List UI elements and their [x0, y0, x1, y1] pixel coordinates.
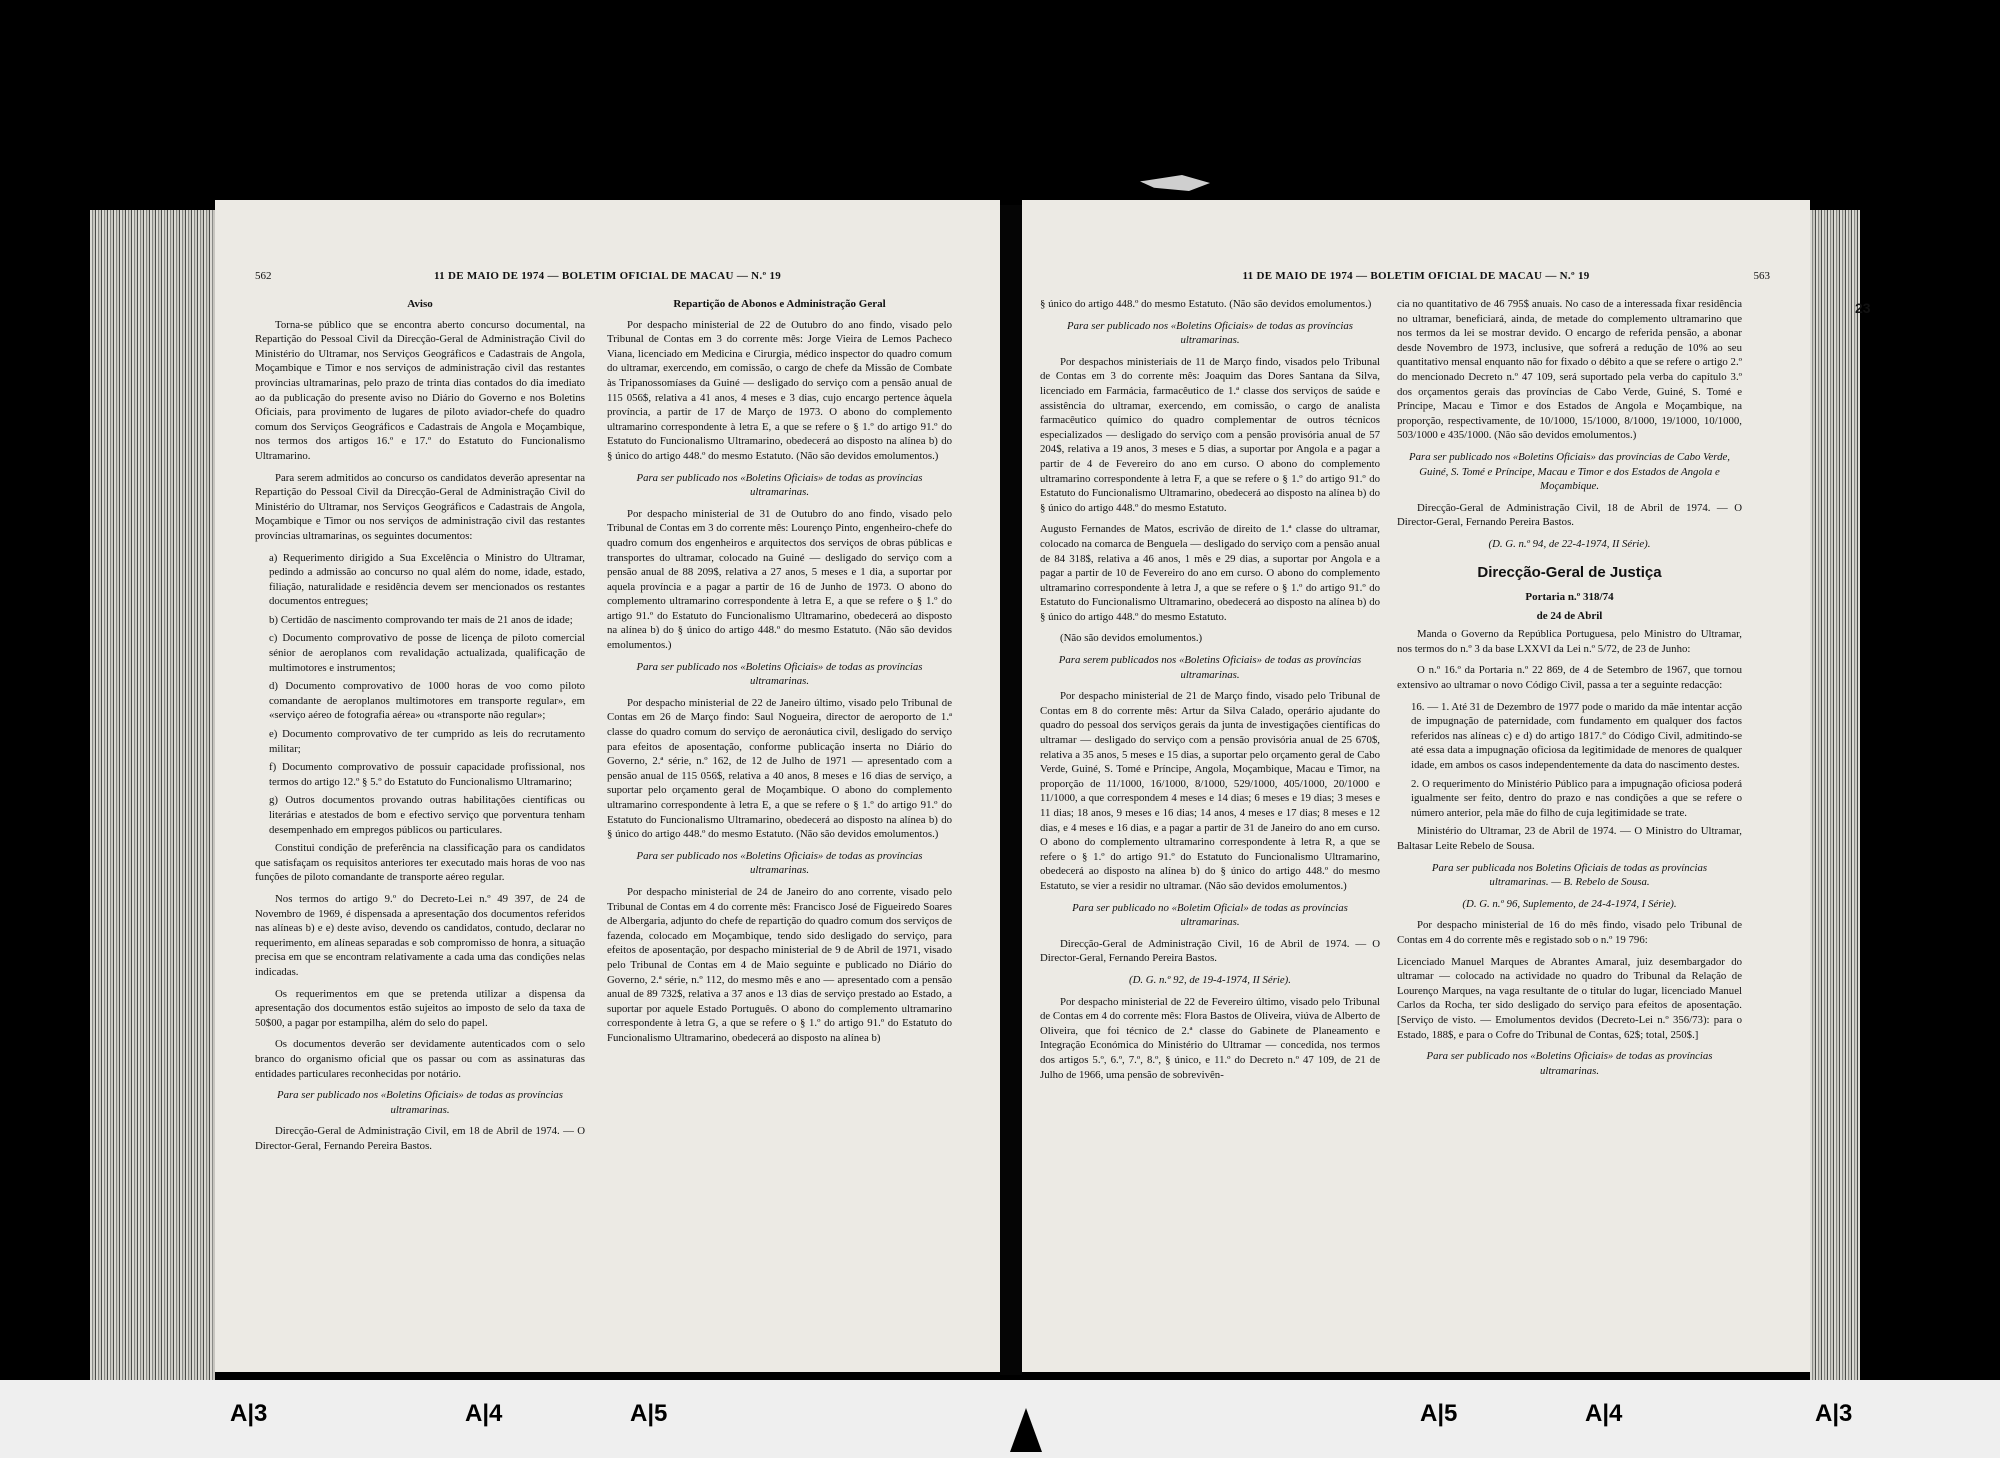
film-notch [1010, 1408, 1042, 1452]
running-header: 11 DE MAIO DE 1974 — BOLETIM OFICIAL DE MACAU — N.º 19 [1242, 270, 1590, 282]
paragraph: Augusto Fernandes de Matos, escrivão de direito de 1.ª classe do ultramar, colocado na comarca de Benguela — desligado do serviço com a pensão anual de 84 318$, relativa a 46 anos, 1 mês e 29 dias, a suportar por Angola e a pagar a partir de 10 de Fevereiro do ano em curso. O abono do complemento ultramarino correspondente à letra J, a que se refere o § 1.º do artigo 91.º do Estatuto do Funcionalismo Ultramarino, obedecerá ao disposto na alínea b) do § único do artigo 448.º do mesmo Estatuto. [1040, 523, 1380, 623]
paragraph: Os requerimentos em que se pretenda utilizar a dispensa da apresentação dos documentos estão sujeitos ao imposto de selo da taxa de 50$00, a pagar por estampilha, além do selo do papel. [255, 987, 585, 1029]
closing-signature: Ministério do Ultramar, 23 de Abril de 1974. — O Ministro do Ultramar, Baltasar Leite Rebelo de Sousa. [1397, 825, 1742, 852]
page-number: 562 [255, 270, 272, 282]
publication-note: Para ser publicado nos «Boletins Oficiais» de todas as províncias ultramarinas. [1066, 319, 1353, 347]
closing-signature: Direcção-Geral de Administração Civil, 18 de Abril de 1974. — O Director-Geral, Fernando Pereira Bastos. [1397, 501, 1742, 529]
frame-mark: A|4 [1585, 1400, 1623, 1427]
right-page [1022, 200, 1810, 1372]
left-page [215, 200, 1000, 1372]
closing-signature: Direcção-Geral de Administração Civil, 16 de Abril de 1974. — O Director-Geral, Fernando Pereira Bastos. [1040, 937, 1380, 965]
left-column-2 [607, 297, 952, 1053]
frame-mark: A|4 [465, 1400, 503, 1427]
paragraph: § único do artigo 448.º do mesmo Estatuto. (Não são devidos emolumentos.) [1040, 298, 1372, 310]
right-page-edges [1810, 210, 1860, 1380]
left-page-edges [90, 210, 215, 1380]
frame-mark: A|5 [630, 1400, 668, 1427]
film-strip [0, 1380, 2000, 1458]
section-title: Aviso [407, 298, 433, 310]
paragraph: cia no quantitativo de 46 795$ anuais. No caso de a interessada fixar residência no ultramar, beneficiará, ainda, de metade do complemento ultramarino que nos termos da lei se mostrar devido. O encargo de referida pensão, a abonar desde Novembro de 1973, inclusive, que sofrerá a redução de 10% ao seu quantitativo mensal enquanto não for fixado o débito a que se refere o artigo 2.º do mencionado Decreto n.º 47 109, será suportado pela verba do capítulo 3.º dos orçamentos gerais das províncias de Cabo Verde, Guiné, S. Tomé e Príncipe, Macau e Timor e dos Estados de Angola e Moçambique, na proporção, respectivamente, de 10/1000, 15/1000, 8/1000, 19/1000, 10/1000, 503/1000 e 435/1000. (Não são devidos emolumentos.) [1397, 298, 1742, 442]
frame-mark: A|3 [1815, 1400, 1853, 1427]
publication-note: Para ser publicado nos «Boletins Oficiais» de todas as províncias ultramarinas. [636, 471, 923, 499]
gazette-reference: (D. G. n.º 96, Suplemento, de 24-4-1974, I Série). [1462, 897, 1677, 910]
frame-mark: A|3 [230, 1400, 268, 1427]
list-item: f) Documento comprovativo de possuir capacidade profissional, nos termos do artigo 12.º § 5.º do Estatuto do Funcionalismo Ultramarino; [269, 761, 585, 788]
paragraph: Licenciado Manuel Marques de Abrantes Amaral, juiz desembargador do ultramar — colocado na actividade no quadro do Tribunal da Relação de Lourenço Marques, na vaga resultante de o titular do lugar, licenciado Manuel Carlos da Rocha, ter sido desligado do serviço para efeitos de aposentação. [Serviço de visto. — Emolumentos devidos (Decreto-Lei n.º 356/73): para o Estado, 188$, e para o Cofre do Tribunal de Contas, 62$; total, 250$.] [1397, 955, 1742, 1041]
portaria-title: Portaria n.º 318/74 [1525, 591, 1614, 604]
paragraph: Por despacho ministerial de 31 de Outubro do ano findo, visado pelo Tribunal de Contas em 3 do corrente mês: Lourenço Pinto, engenheiro-chefe do quadro comum dos engenheiros e arquitectos dos serviços de obras públicas e transportes do ultramar, colocado na Guiné — desligado do serviço com a pensão anual de 88 209$, relativa a 27 anos, 5 meses e 1 dia, a suportar por aquela província e a pagar a partir de 16 de Junho de 1973. O abono do complemento ultramarino correspondente à letra E, a que se refere o § 1.º do artigo 91.º do Estatuto do Funcionalismo Ultramarino, obedecerá ao disposto na alínea b) do § único do artigo 448.º do mesmo Estatuto. (Não são devidos emolumentos.) [607, 507, 952, 652]
publication-note: Para ser publicado no «Boletim Oficial» de todas as províncias ultramarinas. [1072, 901, 1348, 929]
paragraph: Por despacho ministerial de 22 de Fevereiro último, visado pelo Tribunal de Contas em 4 do corrente mês: Flora Bastos de Oliveira, viúva de Alberto de Oliveira, que foi técnico de 2.ª classe do Gabinete de Planeamento e Integração Económica do Ministério do Ultramar — concedida, nos termos dos artigos 5.º, 6.º, 7.º, 8.º, § único, e 11.º do Decreto n.º 47 109, de 21 de Julho de 1966, uma pensão de sobrevivên- [1040, 995, 1380, 1081]
running-header: 11 DE MAIO DE 1974 — BOLETIM OFICIAL DE MACAU — N.º 19 [433, 270, 782, 282]
frame-mark: A|5 [1420, 1400, 1458, 1427]
top-film-mark [1140, 175, 1210, 191]
gazette-reference: (D. G. n.º 94, de 22-4-1974, II Série). [1488, 537, 1651, 550]
list-item: a) Requerimento dirigido a Sua Excelência o Ministro do Ultramar, pedindo a admissão ao concurso no qual além do nome, idade, estado, filiação, naturalidade e residência devem ser mencionados os restantes documentos entregues; [269, 551, 585, 608]
book-gutter [1000, 205, 1022, 1375]
publication-note: Para ser publicado nos «Boletins Oficiais» de todas as províncias ultramarinas. [276, 1089, 563, 1116]
paragraph: Torna-se público que se encontra aberto concurso documental, na Repartição do Pessoal Civil da Direcção-Geral de Administração Civil do Ministério do Ultramar, nos Serviços Geográficos e Cadastrais de Angola, Moçambique e Timor e nos serviços de administração civil das restantes províncias ultramarinas, pelo prazo de trinta dias contados do dia imediato ao da publicação do presente aviso no Diário do Governo e nos Boletins Oficiais, para provimento de lugares de piloto aviador-chefe do quadro comum dos Serviços Geográficos e Cadastrais de Angola e Moçambique, nos termos dos artigos 16.º e 17.º do Estatuto do Funcionalismo Ultramarino. [255, 318, 585, 462]
list-item: e) Documento comprovativo de ter cumprido as leis do recrutamento militar; [269, 728, 585, 755]
left-header [255, 270, 960, 290]
left-column-1 [255, 297, 585, 1160]
paragraph: (Não são devidos emolumentos.) [1060, 632, 1203, 645]
paragraph: Por despachos ministeriais de 11 de Março findo, visados pelo Tribunal de Contas em 3 do corrente mês: Joaquim das Dores Santana da Silva, licenciado em Farmácia, farmacêutico de 1.ª classe dos serviços de saúde e assistência do ultramar, exercendo, em comissão, o cargo de analista farmacêutico químico do quadro complementar de outros técnicos especializados — desligado do serviço com a pensão provisória anual de 57 204$, relativa a 19 anos, 3 meses e 5 dias, a suportar por Angola e a pagar a partir de 4 de Fevereiro do ano em curso. O abono do complemento ultramarino correspondente à letra F, a que se refere o § 1.º do artigo 91.º do Estatuto do Funcionalismo Ultramarino, obedecerá ao disposto na alínea b) do § único do artigo 448.º do mesmo Estatuto. [1040, 355, 1380, 514]
list-item: g) Outros documentos provando outras habilitações científicas ou literárias e atestados de bom e efectivo serviço que porventura tenham desempenhado em empregos públicos ou particulares. [269, 794, 585, 836]
publication-note: Para ser publicado nos «Boletins Oficiais» de todas as províncias ultramarinas. [636, 849, 923, 877]
paragraph: Por despacho ministerial de 21 de Março findo, visado pelo Tribunal de Contas em 8 do corrente mês: Artur da Silva Calado, operário ajudante do quadro do pessoal dos serviços gerais da junta de investigações científicas do ultramar — desligado do serviço com a pensão provisória anual de 25 670$, relativa a 35 anos, 5 meses e 15 dias, a suportar pelo orçamento geral de Cabo Verde, Guiné, S. Tomé e Príncipe, Angola, Moçambique, Macau e Timor, na proporção de 11/1000, 16/1000, 8/1000, 529/1000, 405/1000, 20/1000 e 11/1000, a que correspondem 4 meses e 14 dias; 6 meses e 19 dias; 3 meses e 11 dias; 18 anos, 9 meses e 16 dias; 14 anos, 4 meses e 17 dias; 8 meses e 12 dias, e 4 meses e 16 dias, e a pagar a partir de 31 de Janeiro do ano em curso. O abono do complemento ultramarino correspondente à letra R, a que se refere o § 1.º do artigo 91.º do Estatuto do Funcionalismo Ultramarino, obedecerá ao disposto na alínea b) do § único do artigo 448.º do mesmo Estatuto, se vier a residir no ultramar. (Não são devidos emolumentos.) [1040, 690, 1380, 892]
paragraph: Por despacho ministerial de 22 de Janeiro último, visado pelo Tribunal de Contas em 26 de Março findo: Saul Nogueira, director de aeroporto de 1.ª classe do quadro comum do serviço de aeronáutica civil, desligado do serviço para efeitos de aposentação, conforme publicação inserta no Diário do Governo, 2.ª série, n.º 162, de 12 de Julho de 1971 — apresentado com a pensão anual de 115 056$, relativa a 40 anos, 8 meses e 16 dias de serviço, a suportar pelo orçamento geral de Moçambique. O abono do complemento ultramarino correspondente à letra E, a que se refere o § 1.º do artigo 91.º do Estatuto do Funcionalismo Ultramarino, obedecerá ao disposto na alínea b) do § único do artigo 448.º do mesmo Estatuto. (Não são devidos emolumentos.) [607, 696, 952, 841]
quoted-clause: 16. — 1. Até 31 de Dezembro de 1977 pode o marido da mãe intentar acção de impugnação de paternidade, com fundamento em qualquer dos factos referidos nas alíneas c) e d) do artigo 1817.º do Código Civil, admitindo-se até essa data a impugnação oficiosa da legitimidade de menores de qualquer idade, em ambos os casos independentemente da data do nascimento destes. [1411, 700, 1742, 772]
publication-note: Para ser publicado nos «Boletins Oficiais» das províncias de Cabo Verde, Guiné, S. Tomé e Príncipe, Macau e Timor e dos Estados de Angola e Moçambique. [1409, 450, 1730, 493]
section-heading: Direcção-Geral de Justiça [1477, 563, 1662, 581]
paragraph: Por despacho ministerial de 22 de Outubro do ano findo, visado pelo Tribunal de Contas em 3 do corrente mês: Jorge Vieira de Lemos Pacheco Viana, licenciado em Medicina e Cirurgia, médico inspector do quadro comum do ultramar, exercendo, em comissão, o cargo de chefe da Missão de Combate às Tripanossomíases da Guiné — desligado do serviço com a pensão anual de 115 056$, relativa a 41 anos, 4 meses e 3 dias, cujo encargo pertence àquela província, a partir de 17 de Março de 1973. O abono do complemento ultramarino correspondente à letra E, a que se refere o § 1.º do artigo 91.º do Estatuto do Funcionalismo Ultramarino, obedecerá ao disposto na alínea b) do § único do artigo 448.º do mesmo Estatuto. (Não são devidos emolumentos.) [607, 318, 952, 462]
right-header [1062, 270, 1770, 290]
list-item: d) Documento comprovativo de 1000 horas de voo como piloto comandante de aeroplanos multimotores em transporte regular», em «serviço aéreo de fotografia aérea» ou «transporte não regular»; [269, 680, 585, 722]
paragraph: Para serem admitidos ao concurso os candidatos deverão apresentar na Repartição do Pessoal Civil da Direcção-Geral de Administração Civil do Ministério do Ultramar, nos Serviços Geográficos e Cadastrais de Angola, Moçambique e Timor ou nos serviços de administração civil das restantes províncias ultramarinas, os seguintes documentos: [255, 471, 585, 542]
gazette-reference: (D. G. n.º 92, de 19-4-1974, II Série). [1129, 973, 1291, 986]
closing-signature: Direcção-Geral de Administração Civil, em 18 de Abril de 1974. — O Director-Geral, Fernando Pereira Bastos. [255, 1125, 585, 1152]
paragraph: Por despacho ministerial de 24 de Janeiro do ano corrente, visado pelo Tribunal de Contas em 4 do corrente mês: Francisco José de Figueiredo Soares de Albergaria, adjunto do chefe de repartição do quadro comum dos serviços de fazenda, colocado em Moçambique, tendo sido desligado do serviço, para efeitos de aposentação, por despacho ministerial de 9 de Abril de 1971, visado pelo Tribunal de Contas em 4 de Maio seguinte e publicado no Diário do Governo, 2.ª série, n.º 112, do mesmo mês e ano — apresentado com a pensão anual de 89 732$, relativa a 37 anos e 13 dias de serviço prestado ao Estado, a suportar por aquele Estado Português. O abono do complemento ultramarino correspondente à letra G, a que se refere o § 1.º do artigo 91.º do Estatuto do Funcionalismo Ultramarino, obedecerá ao disposto na alínea b) [607, 885, 952, 1044]
publication-note: Para ser publicado nos «Boletins Oficiais» de todas as províncias ultramarinas. [636, 660, 923, 688]
paragraph: O n.º 16.º da Portaria n.º 22 869, de 4 de Setembro de 1967, que tornou extensivo ao ultramar o novo Código Civil, passa a ter a seguinte redacção: [1397, 664, 1742, 692]
quoted-clause: 2. O requerimento do Ministério Público para a impugnação oficiosa poderá igualmente ser feito, dentro do prazo e nas condições a que se refere o número anterior, pela mãe do filho de cuja legitimidade se trate. [1411, 777, 1742, 819]
right-column-1 [1040, 297, 1380, 1089]
right-column-2 [1397, 297, 1742, 1085]
paragraph: Por despacho ministerial de 16 do mês findo, visado pelo Tribunal de Contas em 4 do corrente mês e registado sob o n.º 19 796: [1397, 919, 1742, 946]
paragraph: Os documentos deverão ser devidamente autenticados com o selo branco do organismo oficial que os passar ou com as assinaturas das entidades particulares reconhecidas por notário. [255, 1038, 585, 1080]
paragraph: Nos termos do artigo 9.º do Decreto-Lei n.º 49 397, de 24 de Novembro de 1969, é dispensada a apresentação dos documentos referidos nas alíneas b) e e) deste aviso, devendo os candidatos, contudo, declarar no requerimento, em alíneas separadas e sob compromisso de honra, a situação precisa em que se encontram relativamente a cada uma das condições nelas indicadas. [255, 892, 585, 978]
page-number: 563 [1753, 270, 1770, 282]
paragraph: Constitui condição de preferência na classificação para os candidatos que satisfaçam os requisitos anteriores ter executado mais horas de voo nas funções de piloto comandante de transporte aéreo regular. [255, 842, 585, 884]
list-item: c) Documento comprovativo de posse de licença de piloto comercial sénior de aeroplanos com revalidação actualizada, qualificação de multimotores e instrumentos; [269, 632, 585, 674]
list-item: b) Certidão de nascimento comprovando ter mais de 21 anos de idade; [269, 613, 573, 626]
publication-note: Para ser publicada nos Boletins Oficiais de todas as províncias ultramarinas. — B. Rebelo de Sousa. [1431, 861, 1708, 889]
publication-note: Para serem publicados nos «Boletins Oficiais» de todas as províncias ultramarinas. [1058, 654, 1362, 681]
edge-tab-label: 23 [1855, 300, 1871, 316]
paragraph: Manda o Governo da República Portuguesa, pelo Ministro do Ultramar, nos termos do n.º 3 da base LXXVI da Lei n.º 5/72, de 23 de Junho: [1397, 628, 1742, 655]
section-title: Repartição de Abonos e Administração Geral [673, 298, 886, 310]
portaria-date: de 24 de Abril [1536, 609, 1603, 622]
publication-note: Para ser publicado nos «Boletins Oficiais» de todas as províncias ultramarinas. [1426, 1050, 1713, 1077]
